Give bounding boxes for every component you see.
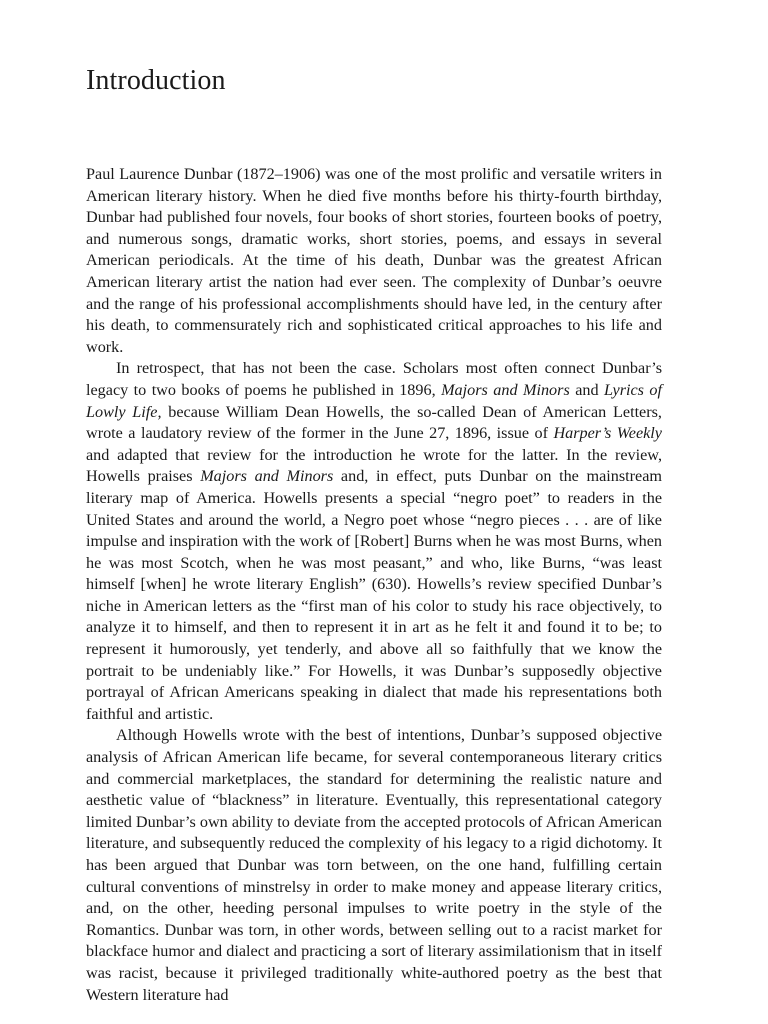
paragraph-3 xyxy=(86,725,662,1006)
book-title-majors-and-minors-2: Majors and Minors xyxy=(200,467,334,486)
paragraph-2 xyxy=(86,358,662,725)
paragraph-2-text-5: and, in effect, puts Dunbar on the mainstream literary map of America. Howells presents a special “negro poet” to readers in the United States and around the world, a Negro poet whose “negro pieces . . . are of like impulse and inspiration with the work of [Robert] Burns when he was most Burns, when he was most Scotch, when he was most peasant,” and who, like Burns, “was least himself [when] he wrote literary English” (630). Howells’s review specified Dunbar’s niche in American letters as the “first man of his color to study his race objectively, to analyze it to himself, and then to represent it in art as he felt it and found it to be; to represent it humorously, yet tenderly, and above all so faithfully that we know the portrait to be undeniably like.” For Howells, it was Dunbar’s supposedly objective portrayal of African Americans speaking in dialect that made his representations both faithful and artistic. xyxy=(86,467,663,723)
book-title-lyrics-of-lowly-life: Lyrics of Lowly Life, xyxy=(86,380,663,421)
paragraph-2-text-1: In retrospect, that has not been the case. Scholars most often connect Dunbar’s legacy to two books of poems he published in 1896, xyxy=(86,359,662,399)
body-text xyxy=(86,164,662,1006)
paragraph-1 xyxy=(86,164,662,358)
chapter-title: Introduction xyxy=(86,65,226,96)
paragraph-3-text: Although Howells wrote with the best of intentions, Dunbar’s supposed objective analysis of African American life became, for several contemporaneous literary critics and commercial marketplaces, the standard for determining the realistic nature and aesthetic value of “blackness” in literature. Eventually, this representational category limited Dunbar’s own ability to deviate from the accepted protocols of African American literature, and subsequently reduced the complexity of his legacy to a rigid dichotomy. It has been argued that Dunbar was torn between, on the one hand, fulfilling certain cultural conventions of minstrelsy in order to make money and appease literary critics, and, on the other, heeding personal impulses to write poetry in the style of the Romantics. Dunbar was torn, in other words, between selling out to a racist market for blackface humor and dialect and practicing a sort of literary assimilationism that in itself was racist, because it privileged traditionally white-authored poetry as the best that Western literature had xyxy=(86,726,662,1004)
paragraph-2-text-2: and xyxy=(569,380,604,399)
paragraph-1-text: Paul Laurence Dunbar (1872–1906) was one of the most prolific and versatile writers in American literary history. When he died five months before his thirty-fourth birthday, Dunbar had published four novels, four books of short stories, fourteen books of poetry, and numerous songs, dramatic works, short stories, poems, and essays in several American periodicals. At the time of his death, Dunbar was the greatest African American literary artist the nation had ever seen. The complexity of Dunbar’s oeuvre and the range of his professional accomplishments should have led, in the century after his death, to commensurately rich and sophisticated critical approaches to his life and work. xyxy=(86,165,662,356)
book-title-majors-and-minors: Majors and Minors xyxy=(441,380,570,399)
periodical-title-harpers-weekly: Harper’s Weekly xyxy=(553,424,662,443)
paragraph-2-text-3: because William Dean Howells, the so-called Dean of American Letters, wrote a laudatory review of the former in the June 27, 1896, issue of xyxy=(86,402,662,443)
paragraph-2-text-4: and adapted that review for the introduction he wrote for the latter. In the review, Howells praises xyxy=(86,445,662,486)
